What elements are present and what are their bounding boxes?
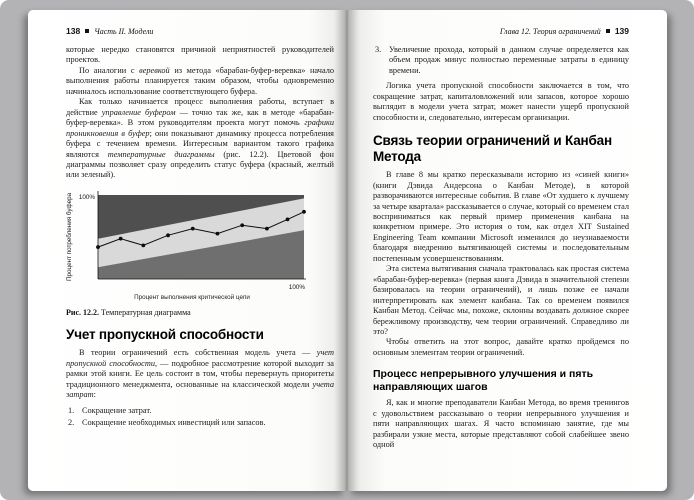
text-span: учет пропускной способности [66, 348, 334, 368]
text-span: температурные диаграммы [107, 149, 215, 159]
text-span: учета затрат [66, 379, 334, 400]
header-square-marker [85, 29, 89, 33]
text-span: Я, как и многие преподаватели Канбан Метода, во время тренингов с удовольствием рассказываю о теории непрерывного улучшения и пяти направляющих шагах. Я часто вспоминаю занятие, где мы разбирали узкие места, которые представляют собой слабейшее звено одной [373, 398, 629, 450]
text-span: : [93, 390, 96, 400]
y-axis-max-tick: 100% [78, 193, 95, 201]
chart-y-axis-label: Процент потребления буфера [66, 192, 73, 281]
text-span: ; они показывают динамику процесса потребления буфера с течением времени. Интересным вариантом такого графика являются [66, 128, 335, 159]
list-item-3-number: 3. [375, 45, 382, 54]
list-item-1-text: Сокращение затрат. [82, 405, 152, 415]
text-span: управление буфером [101, 107, 176, 117]
paragraph [373, 337, 629, 358]
text-span: (рис. 12.2). Цветовой фон диаграммы позволяет сразу определить статус буфера (красный, желтый или зеленый). [66, 149, 334, 180]
page-left [28, 10, 347, 491]
paragraph [66, 348, 334, 400]
paragraph [373, 264, 629, 337]
paragraph [66, 66, 334, 97]
paragraph [373, 81, 629, 123]
text-span: По аналогии с [79, 65, 140, 75]
section-heading-throughput-accounting: Учет пропускной способности [66, 326, 264, 342]
data-point [216, 232, 220, 236]
data-point [302, 210, 306, 214]
list-item-2 [66, 418, 334, 428]
data-point [265, 227, 269, 231]
running-header-right [373, 26, 629, 36]
data-point [191, 227, 195, 231]
page-number-right: 139 [614, 26, 629, 36]
text-span: В главе 8 мы кратко пересказывали историю из «синей книги» (книги Дэвида Андерсона о Канбан Методе), в которой разворачиваются интересные события. В главе «От худшего к лучшему за четыре квартала» рассказывается о случае, который со временем стал восприниматься как первый пример применения канбана на конкретном примере. Это история о том, как отдел XIT Sustained Engineering Team компании Microsoft изменился до неузнаваемости благодаря внедрению вытягивающей системы и последовательным постепенным усовершенствованиям. [373, 170, 629, 263]
page-number-left: 138 [66, 26, 81, 36]
figure-caption-label: Рис. 12.2. [66, 307, 100, 317]
paragraph [373, 398, 629, 450]
data-point [166, 233, 170, 237]
list-item-1 [66, 406, 334, 416]
figure-temperature-diagram [66, 189, 334, 317]
data-point [119, 237, 123, 241]
temperature-chart [76, 189, 308, 293]
text-span: В теории ограничений есть собственная модель учета — [79, 348, 317, 358]
text-span: — точно так же, как в методе «барабан-буфер-веревка». В этом руководителям проекта могут помочь [66, 107, 334, 128]
x-axis-max-tick: 100% [288, 283, 305, 291]
running-title-left: Часть II. Модели [94, 26, 154, 36]
chart-row [66, 189, 334, 293]
text-block-five-steps [373, 398, 629, 450]
chart-x-axis-label: Процент выполнения критической цепи [134, 293, 250, 301]
subsection-heading-five-steps: Процесс непрерывного улучшения и пять направляющих шагов [373, 368, 594, 393]
list-item-3 [373, 45, 629, 76]
text-block-section [66, 348, 334, 400]
paragraph [373, 170, 629, 264]
data-point [240, 223, 244, 227]
text-block-toc-kanban [373, 170, 629, 358]
running-title-right: Глава 12. Теория ограничений [499, 26, 601, 36]
list-item-1-number: 1. [68, 405, 75, 415]
data-point [286, 217, 290, 221]
text-span: веревкой [139, 65, 170, 75]
page-left-content [28, 10, 347, 491]
text-block-intro [373, 81, 629, 123]
figure-caption-text: Температурная диаграмма [99, 307, 191, 317]
text-block-top [66, 45, 334, 181]
text-span: Эта система вытягивания сначала трактовалась как простая система «барабан-буфер-веревка» (первая книга Дэвида в значительной степени базировалась на теории ограничений), и лишь позже ее начали интерпретировать как элемент канбана. Так со временем появился Канбан Метод. Сейчас мы, похоже, склонны воздавать должное скорее бережливому производству, чем теории ограничений. Справедливо ли это? [373, 264, 629, 336]
text-span: , — подробное рассмотрение которой выходит за рамки этой книги. Ее цель состоит в том, чтобы перевернуть приоритеты традиционного менеджмента, основанные на классической модели [66, 358, 334, 389]
figure-caption [66, 308, 334, 317]
list-item-3-text: Увеличение прохода, который в данном случае определяется как объем продаж минус полностью переменные затраты в единицу времени. [389, 45, 629, 75]
text-span: Чтобы ответить на этот вопрос, давайте кратко пройдемся по основным элементам теории ограничений. [373, 337, 629, 357]
text-span: Логика учета пропускной способности заключается в том, что сокращение затрат, капиталовложений или запасов, которое хорошо выглядит в модели учета затрат, может нанести ущерб пропускной способности и, следовательно, интересам организации. [373, 81, 629, 122]
text-span: Как только начинается процесс выполнения работы, вступает в действие [66, 97, 334, 117]
list-item-2-text: Сокращение необходимых инвестиций или запасов. [82, 418, 266, 428]
running-header-left [66, 26, 334, 36]
section-heading-toc-kanban: Связь теории ограничений и Канбан Метода [373, 133, 612, 164]
text-span: графики проникновения в буфер [66, 118, 334, 138]
page-right-content [347, 10, 667, 491]
paragraph [66, 45, 334, 66]
list-item-2-number: 2. [68, 418, 75, 428]
page-right [347, 10, 667, 491]
header-square-marker [606, 29, 610, 33]
text-span: из метода «барабан-буфер-веревка» начало выполнения работы планируется таким образом, чтобы одновременно начиналось использование соответствующего буфера. [66, 65, 334, 96]
text-span: которые нередко становятся причиной неприятностей руководителей проектов. [66, 45, 334, 65]
data-point [141, 243, 145, 247]
paragraph [66, 97, 334, 181]
